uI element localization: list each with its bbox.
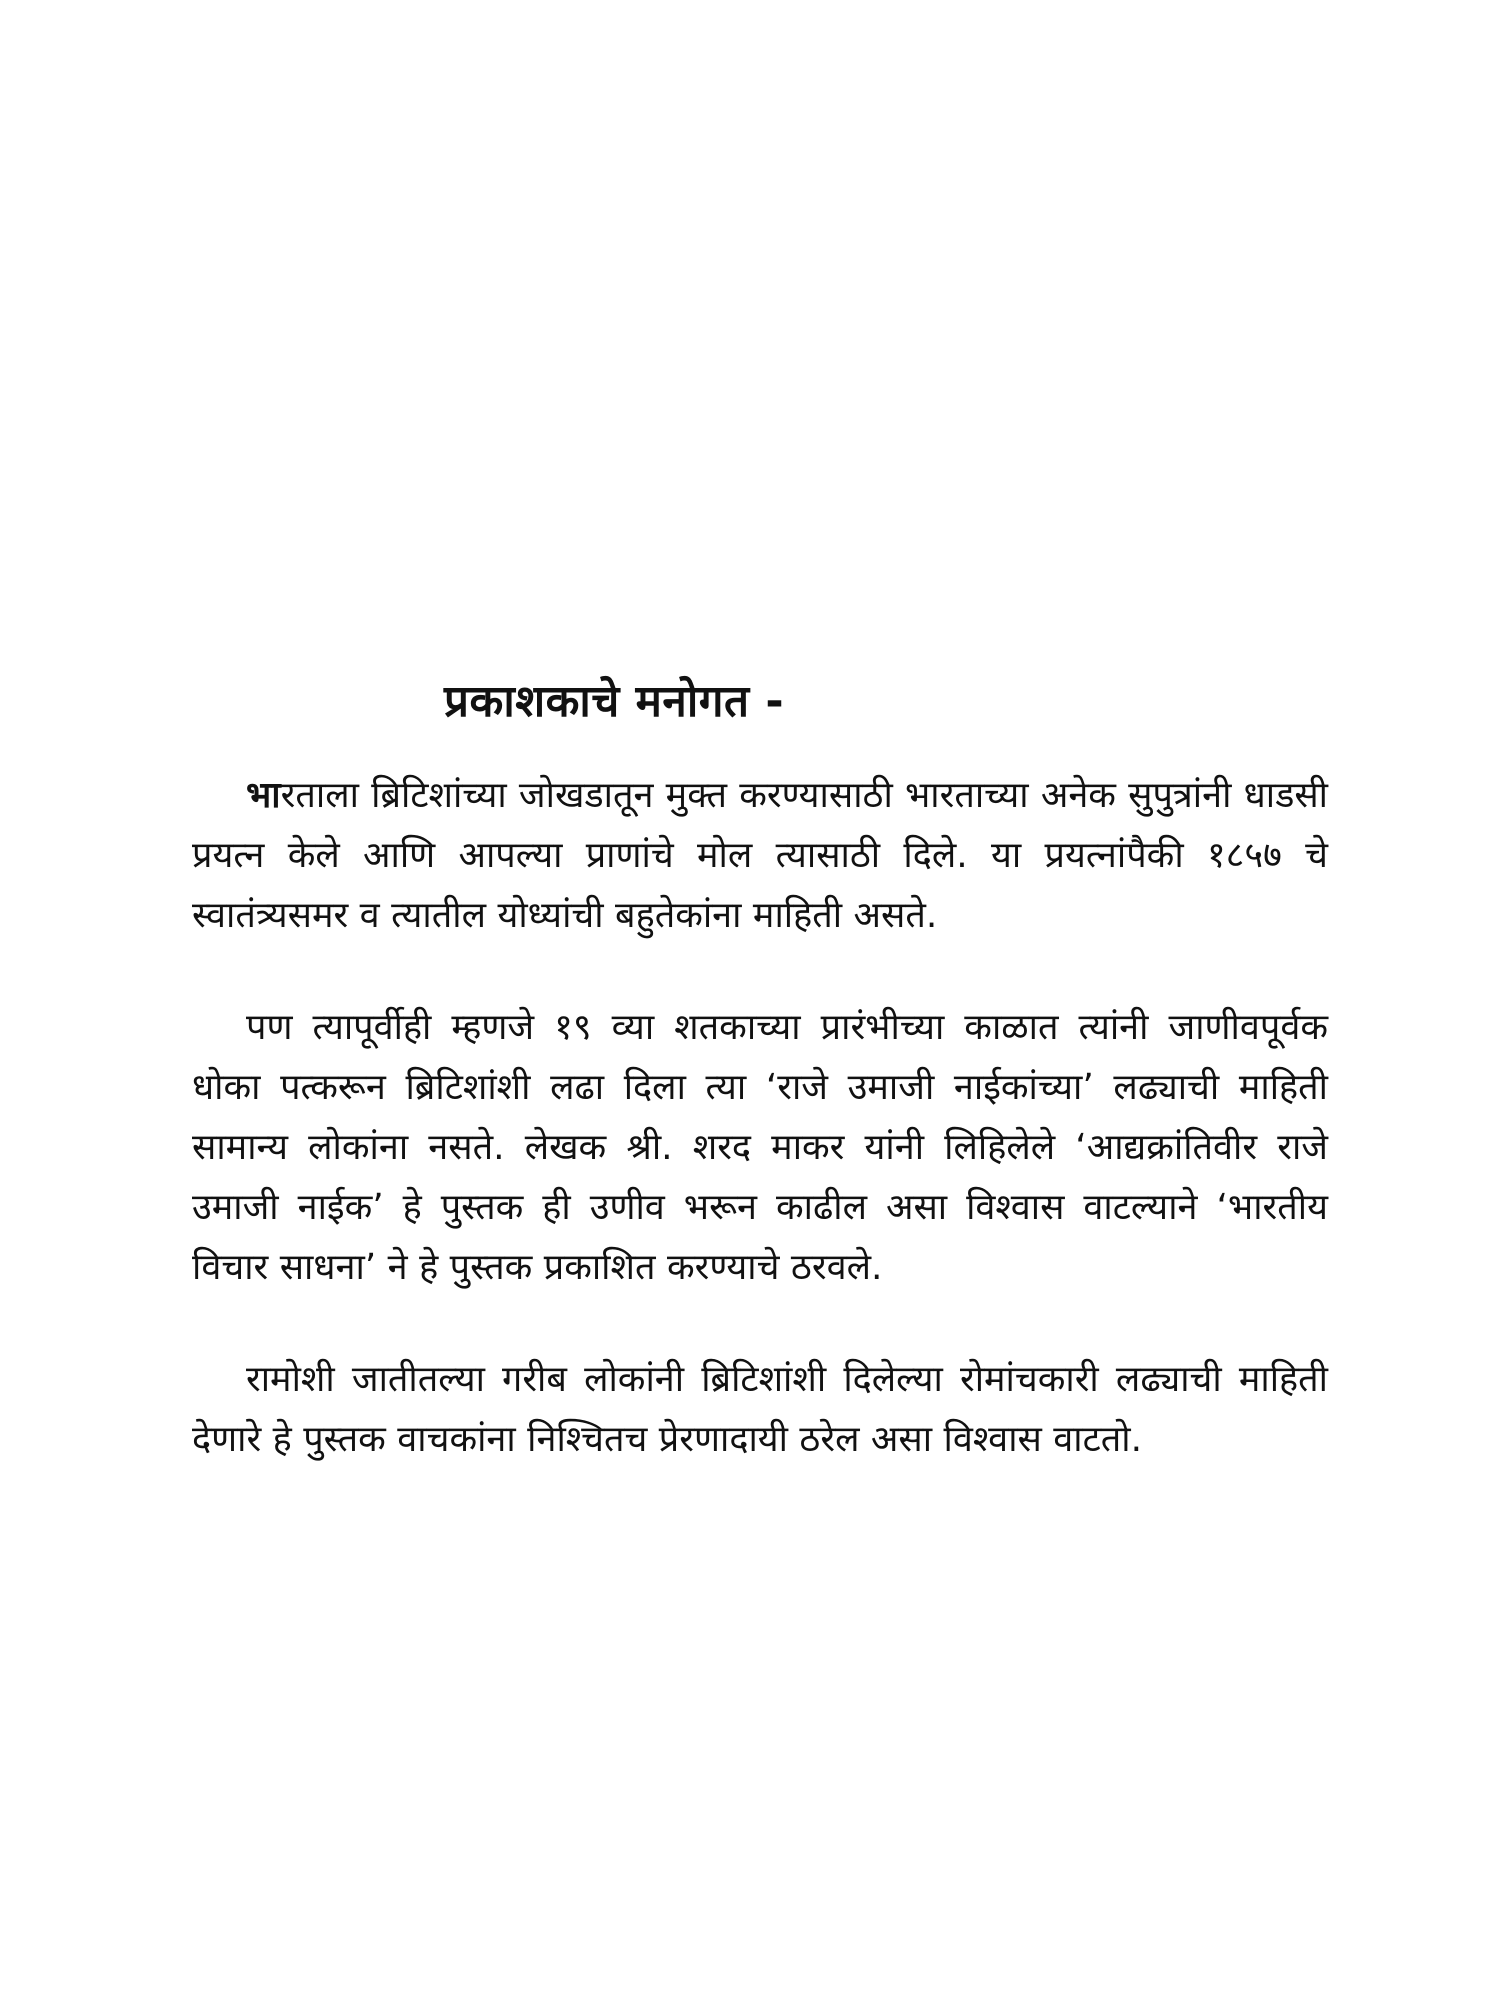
paragraph-1 bbox=[192, 766, 1328, 946]
paragraph-3: रामोशी जातीतल्या गरीब लोकांनी ब्रिटिशांशी दिलेल्या रोमांचकारी लढ्याची माहिती देणारे हे पुस्तक वाचकांना निश्चितच प्रेरणादायी ठरेल असा विश्वास वाटतो. bbox=[192, 1359, 1328, 1460]
paragraph-2: पण त्यापूर्वीही म्हणजे १९ व्या शतकाच्या प्रारंभीच्या काळात त्यांनी जाणीवपूर्वक धोका पत्करून ब्रिटिशांशी लढा दिला त्या ‘राजे उमाजी नाईकांच्या’ लढ्याची माहिती सामान्य लोकांना नसते. लेखक श्री. शरद माकर यांनी लिहिलेले ‘आद्यक्रांतिवीर राजे उमाजी नाईक’ हे पुस्तक ही उणीव भरून काढील असा विश्वास वाटल्याने ‘भारतीय विचार साधना’ ने हे पुस्तक प्रकाशित करण्याचे ठरवले. bbox=[192, 1007, 1328, 1288]
paragraph-1-text: रताला ब्रिटिशांच्या जोखडातून मुक्त करण्यासाठी भारताच्या अनेक सुपुत्रांनी धाडसी प्रयत्न केले आणि आपल्या प्राणांचे मोल त्यासाठी दिले. या प्रयत्नांपैकी १८५७ चे स्वातंत्र्यसमर व त्यातील योध्यांची बहुतेकांना माहिती असते. bbox=[192, 775, 1328, 936]
page-title: प्रकाशकाचे मनोगत - bbox=[444, 676, 785, 727]
paragraph-1-lead: भा bbox=[246, 775, 281, 816]
publisher-note bbox=[192, 672, 1328, 1470]
